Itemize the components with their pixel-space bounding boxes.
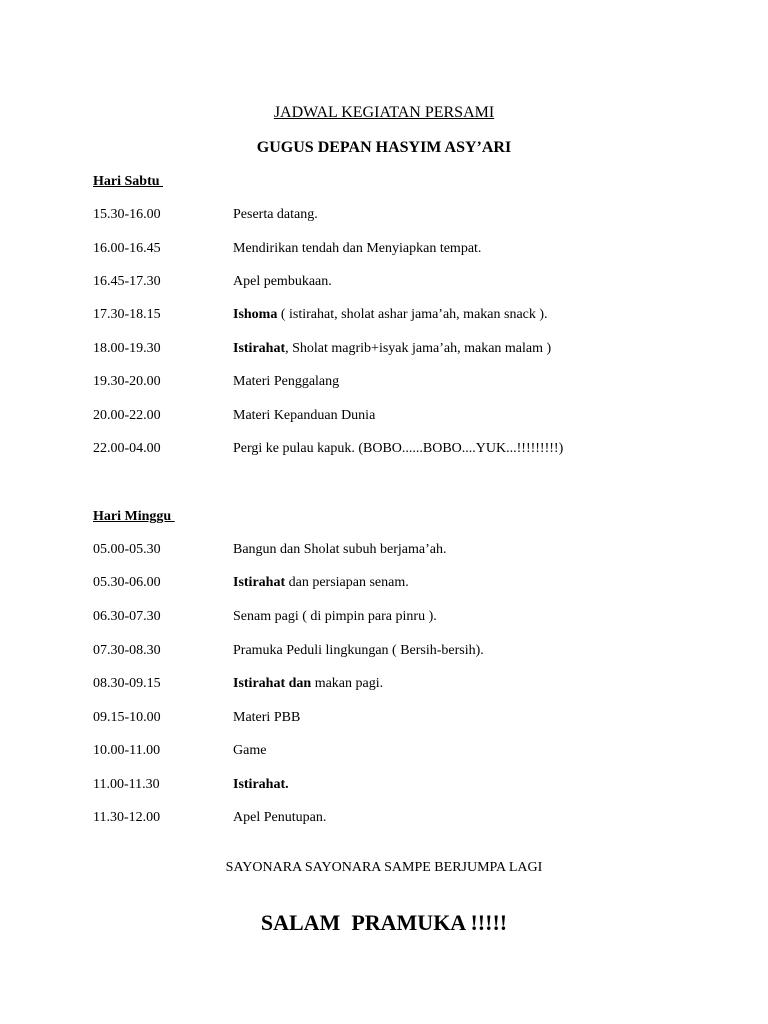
schedule-activity	[233, 274, 332, 290]
activity-text: Materi Penggalang	[233, 374, 340, 389]
activity-text: Peserta datang.	[233, 207, 318, 222]
schedule-time: 18.00-19.30	[93, 341, 161, 356]
schedule-row	[0, 341, 768, 361]
schedule-time: 19.30-20.00	[93, 374, 161, 389]
schedule-time: 17.30-18.15	[93, 307, 161, 322]
schedule-time: 15.30-16.00	[93, 207, 161, 222]
farewell-line: SAYONARA SAYONARA SAMPE BERJUMPA LAGI	[225, 860, 543, 875]
schedule-activity	[233, 307, 548, 323]
schedule-activity	[233, 810, 326, 826]
schedule-activity	[233, 643, 484, 659]
activity-text: ( istirahat, sholat ashar jama’ah, makan snack ).	[277, 307, 548, 322]
activity-text: Materi Kepanduan Dunia	[233, 408, 376, 423]
schedule-row	[0, 810, 768, 830]
schedule-activity	[233, 710, 300, 726]
schedule-activity	[233, 441, 563, 457]
schedule-row	[0, 207, 768, 227]
activity-text: Mendirikan tendah dan Menyiapkan tempat.	[233, 241, 482, 256]
schedule-activity	[233, 609, 437, 625]
schedule-row	[0, 743, 768, 763]
schedule-row	[0, 777, 768, 797]
schedule-row	[0, 575, 768, 595]
document-title: JADWAL KEGIATAN PERSAMI	[273, 104, 495, 121]
schedule-activity	[233, 341, 551, 357]
schedule-time: 16.00-16.45	[93, 241, 161, 256]
activity-text: makan pagi.	[311, 676, 384, 691]
activity-bold: Istirahat	[233, 575, 286, 590]
schedule-row	[0, 241, 768, 261]
schedule-activity	[233, 575, 409, 591]
schedule-time: 09.15-10.00	[93, 710, 161, 725]
schedule-time: 05.00-05.30	[93, 542, 161, 557]
schedule-activity	[233, 777, 289, 793]
schedule-row	[0, 676, 768, 696]
schedule-time: 22.00-04.00	[93, 441, 161, 456]
schedule-row	[0, 274, 768, 294]
activity-bold: Istirahat	[233, 341, 286, 356]
activity-text: Bangun dan Sholat subuh berjama’ah.	[233, 542, 447, 557]
schedule-activity	[233, 676, 383, 692]
schedule-activity	[233, 241, 481, 257]
schedule-row	[0, 643, 768, 663]
activity-text: Game	[233, 743, 267, 758]
schedule-time: 20.00-22.00	[93, 408, 161, 423]
schedule-row	[0, 441, 768, 461]
activity-text: Pramuka Peduli lingkungan ( Bersih-bersih).	[233, 643, 484, 658]
schedule-time: 08.30-09.15	[93, 676, 161, 691]
schedule-time: 16.45-17.30	[93, 274, 161, 289]
schedule-time: 11.00-11.30	[93, 777, 160, 792]
schedule-activity	[233, 207, 318, 223]
salam-pramuka: SALAM PRAMUKA !!!!!	[260, 910, 508, 935]
schedule-time: 10.00-11.00	[93, 743, 161, 758]
schedule-row	[0, 609, 768, 629]
schedule-time: 05.30-06.00	[93, 575, 161, 590]
day-heading-sabtu: Hari Sabtu	[93, 174, 164, 189]
activity-text: Apel pembukaan.	[233, 274, 332, 289]
schedule-time: 07.30-08.30	[93, 643, 161, 658]
document-subtitle: GUGUS DEPAN HASYIM ASY’ARI	[256, 139, 512, 156]
activity-bold: Istirahat dan	[233, 676, 312, 691]
activity-text: dan persiapan senam.	[285, 575, 409, 590]
activity-bold: Ishoma	[233, 307, 278, 322]
activity-text: Materi PBB	[233, 710, 301, 725]
activity-text: Pergi ke pulau kapuk. (BOBO......BOBO....YUK...!!!!!!!!!)	[233, 441, 564, 456]
schedule-row	[0, 710, 768, 730]
schedule-time: 11.30-12.00	[93, 810, 161, 825]
schedule-activity	[233, 374, 339, 390]
activity-text: Apel Penutupan.	[233, 810, 327, 825]
schedule-activity	[233, 542, 446, 558]
schedule-activity	[233, 743, 266, 759]
schedule-row	[0, 408, 768, 428]
schedule-time: 06.30-07.30	[93, 609, 161, 624]
activity-text: Senam pagi ( di pimpin para pinru ).	[233, 609, 437, 624]
schedule-row	[0, 307, 768, 327]
schedule-row	[0, 542, 768, 562]
day-heading-minggu: Hari Minggu	[93, 509, 175, 524]
activity-bold: Istirahat.	[233, 777, 289, 792]
schedule-row	[0, 374, 768, 394]
schedule-activity	[233, 408, 375, 424]
activity-text: , Sholat magrib+isyak jama’ah, makan malam )	[285, 341, 552, 356]
